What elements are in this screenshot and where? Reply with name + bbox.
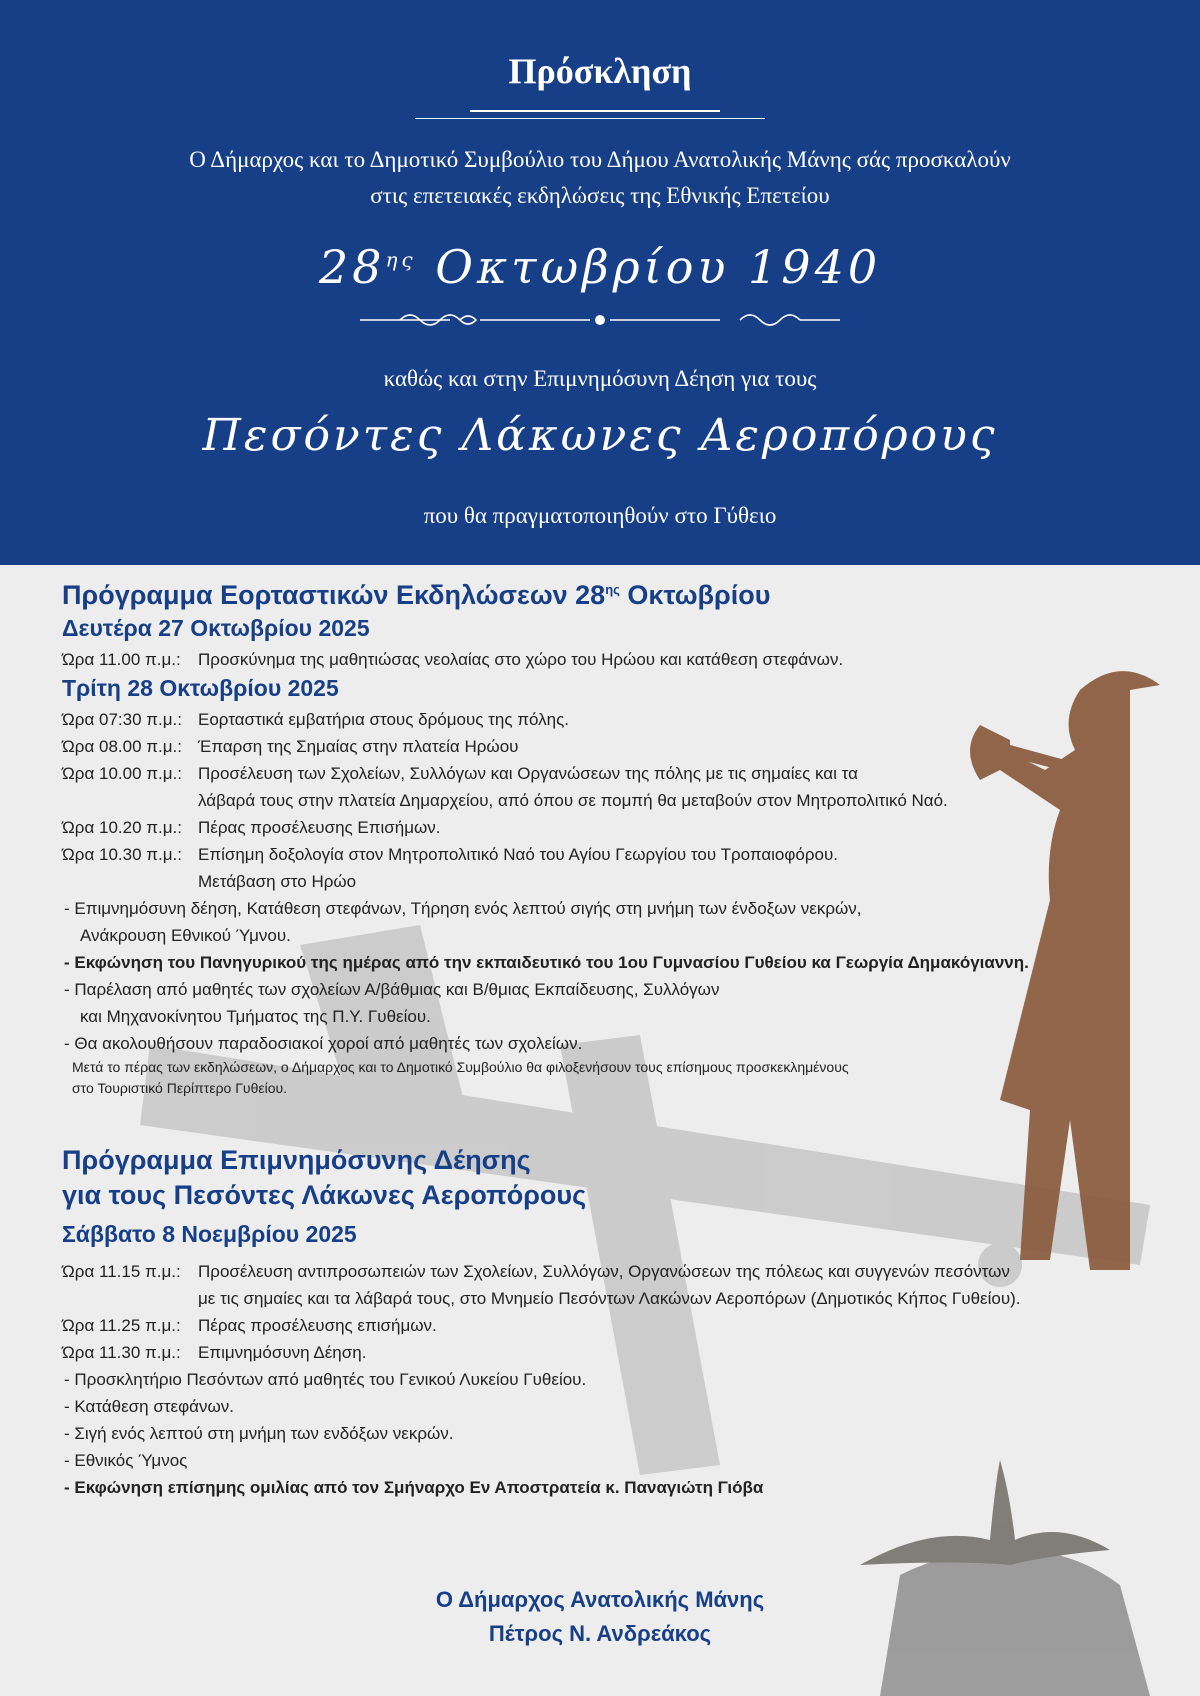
list-item-text: - Εκφώνηση του Πανηγυρικού της ημέρας από την εκπαιδευτικό του 1ου Γυμνασίου Γυθείου κα Γεωργία Δημακόγιαννη. [64, 953, 1029, 973]
schedule-text: Έπαρση της Σημαίας στην πλατεία Ηρώου [198, 737, 519, 757]
schedule-row [62, 760, 1142, 814]
invitation-intro [0, 142, 1200, 213]
program1-title-end: Οκτωβρίου [619, 580, 771, 610]
schedule-text-line2: λάβαρά τους στην πλατεία Δημαρχείου, από όπου σε πομπή θα μεταβούν στον Μητροπολιτικό Ναό. [198, 791, 948, 811]
schedule-text-line1: Προσέλευση αντιπροσωπειών των Σχολείων, Συλλόγων, Οργανώσεων της πόλεως και συγγενών πεσόντων [198, 1262, 1010, 1282]
intro-line-1: Ο Δήμαρχος και το Δημοτικό Συμβούλιο του Δήμου Ανατολικής Μάνης σάς προσκαλούν [189, 147, 1011, 172]
schedule-row [62, 733, 1142, 760]
invitation-header [0, 0, 1200, 565]
schedule-text [198, 841, 1142, 895]
reception-note [62, 1057, 1142, 1099]
schedule-time: Ώρα 11.00 π.μ.: [62, 650, 181, 670]
list-item-speech: - Εκφώνηση επίσημης ομιλίας από τον Σμήναρχο Εν Αποστρατεία κ. Παναγιώτη Γιόβα [64, 1478, 764, 1498]
program1-title [62, 578, 1142, 613]
schedule-row [62, 646, 1142, 673]
also-line: καθώς και στην Επιμνημόσυνη Δέηση για τους [383, 366, 817, 391]
schedule-text: Πέρας προσέλευσης Επισήμων. [198, 818, 441, 838]
list-item: - Εθνικός Ύμνος [64, 1451, 188, 1471]
schedule-text: Πέρας προσέλευσης επισήμων. [198, 1316, 437, 1336]
title-divider-top [470, 110, 720, 112]
schedule-text [198, 760, 1142, 814]
schedule-text-line2: με τις σημαίες και τα λάβαρά τους, στο Μνημείο Πεσόντων Λακώνων Αεροπόρων (Δημοτικός Κήπος Γυθείου). [198, 1289, 1021, 1309]
program2-title [62, 1143, 1142, 1213]
schedule-time: Ώρα 11.30 π.μ.: [62, 1343, 181, 1363]
schedule-text: Εορταστικά εμβατήρια στους δρόμους της πόλης. [198, 710, 570, 730]
list-item [62, 895, 1142, 949]
schedule-text [198, 1258, 1142, 1312]
program2-day: Σάββατο 8 Νοεμβρίου 2025 [62, 1221, 357, 1248]
schedule-row [62, 1339, 1142, 1366]
schedule-row [62, 814, 1142, 841]
venue-line: που θα πραγματοποιηθούν στο Γύθειο [423, 503, 777, 528]
invitation-title: Πρόσκληση [508, 51, 692, 91]
schedule-row [62, 706, 1142, 733]
title-divider-bottom [415, 118, 765, 119]
note-line-1: Μετά το πέρας των εκδηλώσεων, ο Δήμαρχος και το Δημοτικό Συμβούλιο θα φιλοξενήσουν τους επίσημους προσκεκλημένους [72, 1059, 849, 1076]
list-item-text: - Θα ακολουθήσουν παραδοσιακοί χοροί από μαθητές των σχολείων. [64, 1034, 583, 1054]
schedule-text: Επιμνημόσυνη Δέηση. [198, 1343, 367, 1363]
note-line-2: στο Τουριστικό Περίπτερο Γυθείου. [72, 1080, 288, 1097]
flourish-ornament [360, 305, 840, 335]
program1-day1: Δευτέρα 27 Οκτωβρίου 2025 [62, 615, 370, 642]
schedule-time: Ώρα 11.25 π.μ.: [62, 1316, 181, 1336]
list-item: - Σιγή ενός λεπτού στη μνήμη των ενδόξων νεκρών. [64, 1424, 454, 1444]
list-item [62, 1030, 1142, 1057]
anniversary-date [0, 240, 1200, 294]
schedule-row [62, 1258, 1142, 1312]
fallen-aviators-title: Πεσόντες Λάκωνες Αεροπόρους [202, 410, 998, 461]
list-item: - Κατάθεση στεφάνων. [64, 1397, 234, 1417]
schedule-time: Ώρα 08.00 π.μ.: [62, 737, 182, 757]
schedule-text-line2: Μετάβαση στο Ηρώο [198, 872, 357, 892]
list-item: - Προσκλητήριο Πεσόντων από μαθητές του Γενικού Λυκείου Γυθείου. [64, 1370, 587, 1390]
list-item-text: - Επιμνημόσυνη δέηση, Κατάθεση στεφάνων, Τήρηση ενός λεπτού σιγής στη μνήμη των ένδοξων νεκρών, [64, 899, 862, 919]
schedule-time: Ώρα 11.15 π.μ.: [62, 1262, 181, 1282]
list-item-text: - Παρέλαση από μαθητές των σχολείων Α/βάθμιας και Β/θμιας Εκπαίδευσης, Συλλόγων [64, 980, 720, 1000]
schedule-text-line1: Επίσημη δοξολογία στον Μητροπολιτικό Ναό του Αγίου Γεωργίου του Τροπαιοφόρου. [198, 845, 839, 865]
program1-day2: Τρίτη 28 Οκτωβρίου 2025 [62, 675, 339, 702]
schedule-row [62, 841, 1142, 895]
mayor-signature [0, 1583, 1200, 1651]
program2-title-line2: για τους Πεσόντες Λάκωνες Αεροπόρους [62, 1180, 587, 1211]
list-item-text-cont: Ανάκρουση Εθνικού Ύμνου. [80, 926, 291, 946]
date-rest: Οκτωβρίου 1940 [435, 240, 882, 294]
signature-name: Πέτρος Ν. Ανδρεάκος [488, 1621, 712, 1647]
program1-title-text: Πρόγραμμα Εορταστικών Εκδηλώσεων 28 [62, 580, 606, 610]
list-item-speech [62, 949, 1142, 976]
signature-title: Ο Δήμαρχος Ανατολικής Μάνης [435, 1587, 765, 1612]
schedule-row [62, 1312, 1142, 1339]
date-suffix: ης [385, 247, 417, 272]
list-item-text-cont: και Μηχανοκίνητου Τμήματος της Π.Υ. Γυθείου. [80, 1007, 431, 1027]
program2-title-line1: Πρόγραμμα Επιμνημόσυνης Δέησης [62, 1145, 531, 1176]
date-day: 28 [318, 240, 386, 294]
intro-line-2: στις επετειακές εκδηλώσεις της Εθνικής Επετείου [370, 182, 830, 208]
schedule-time: Ώρα 07:30 π.μ.: [62, 710, 182, 730]
schedule-text: Προσκύνημα της μαθητιώσας νεολαίας στο χώρο του Ηρώου και κατάθεση στεφάνων. [198, 650, 844, 670]
schedule-text-line1: Προσέλευση των Σχολείων, Συλλόγων και Οργανώσεων της πόλης με τις σημαίες και τα [198, 764, 858, 784]
program1-title-suffix: ης [605, 582, 620, 597]
schedule-time: Ώρα 10.30 π.μ.: [62, 845, 182, 865]
schedule-time: Ώρα 10.00 π.μ.: [62, 764, 182, 784]
list-item [62, 976, 1142, 1030]
schedule-time: Ώρα 10.20 π.μ.: [62, 818, 182, 838]
program-content [62, 578, 1142, 1501]
